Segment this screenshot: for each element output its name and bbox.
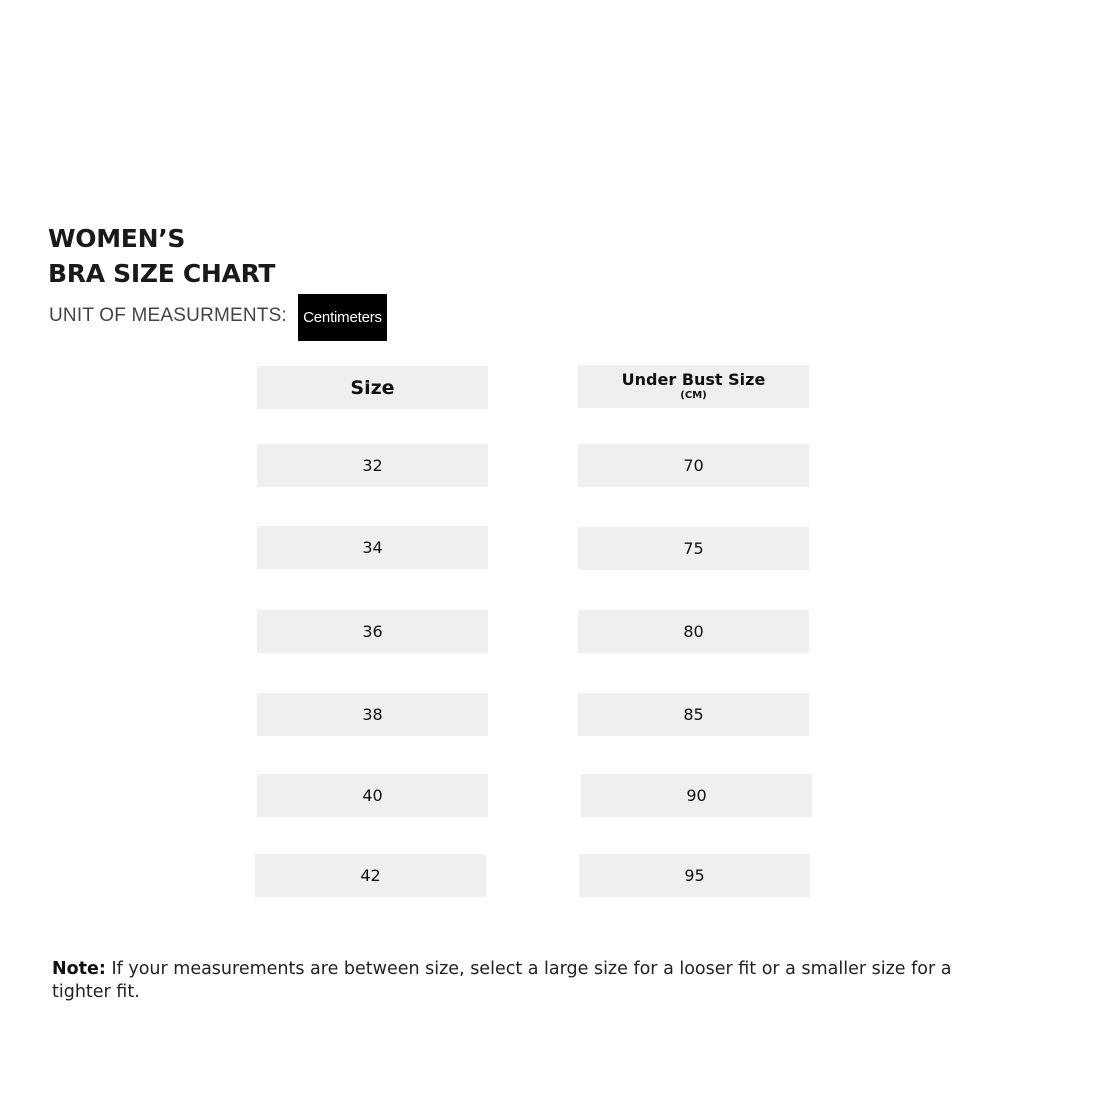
under-bust-cell: 80 (578, 610, 809, 653)
under-bust-cell: 90 (581, 774, 812, 817)
size-cell: 40 (257, 774, 488, 817)
under-bust-cell: 75 (578, 527, 809, 570)
column-header-under-bust-label: Under Bust Size (621, 370, 766, 389)
unit-label: UNIT OF MEASURMENTS: (49, 305, 287, 326)
column-header-under-bust-unit: (CM) (680, 390, 707, 401)
under-bust-cell: 95 (579, 854, 810, 897)
under-bust-cell: 85 (578, 693, 809, 736)
note-label: Note: (52, 959, 106, 979)
size-cell: 34 (257, 526, 488, 569)
chart-title-line-1: WOMEN’S (48, 224, 186, 253)
under-bust-cell: 70 (578, 444, 809, 487)
size-cell: 42 (255, 854, 486, 897)
column-header-size: Size (257, 366, 488, 409)
size-cell: 36 (257, 610, 488, 653)
column-header-under-bust (578, 365, 809, 408)
chart-title-line-2: BRA SIZE CHART (48, 259, 276, 288)
unit-badge: Centimeters (298, 294, 387, 341)
fit-note (52, 958, 972, 1004)
size-cell: 32 (257, 444, 488, 487)
size-cell: 38 (257, 693, 488, 736)
note-text: If your measurements are between size, select a large size for a looser fit or a smaller size for a tighter fit. (52, 959, 952, 1002)
